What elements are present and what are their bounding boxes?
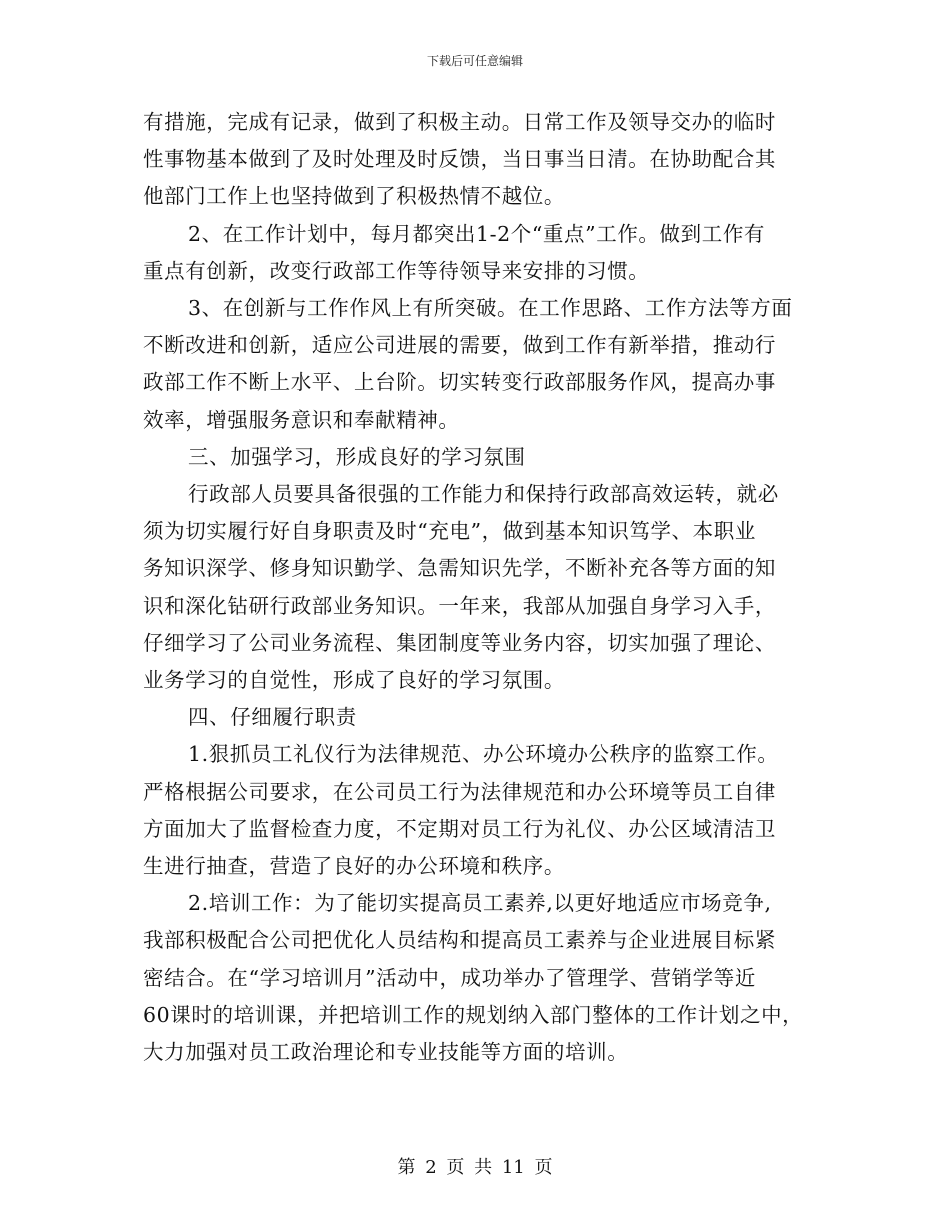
paragraph xyxy=(143,104,808,216)
text-line: 3、在创新与工作作风上有所突破。在工作思路、工作方法等方面 xyxy=(188,296,793,321)
text-line: 三、加强学习，形成良好的学习氛围 xyxy=(188,444,526,469)
text-line: 四、仔细履行职责 xyxy=(188,705,357,730)
paragraph xyxy=(143,885,808,1071)
text-line: 2.培训工作：为了能切实提高员工素养,以更好地适应市场竞争, xyxy=(188,891,772,916)
text-line: 大力加强对员工政治理论和专业技能等方面的培训。 xyxy=(143,1040,629,1065)
text-line: 有措施，完成有记录，做到了积极主动。日常工作及领导交办的临时 xyxy=(143,110,776,134)
section-heading xyxy=(143,699,808,736)
paragraph xyxy=(143,476,808,699)
section-heading xyxy=(143,439,808,476)
text-line: 重点有创新，改变行政部工作等待领导来安排的习惯。 xyxy=(143,258,650,283)
text-line: 方面加大了监督检查力度，不定期对员工行为礼仪、办公区域清洁卫 xyxy=(143,816,776,841)
text-line: 性事物基本做到了及时处理及时反馈，当日事当日清。在协助配合其 xyxy=(143,147,776,172)
page-number-footer: 第 2 页 共 11 页 xyxy=(397,1157,553,1178)
text-line: 业务学习的自觉性，形成了良好的学习氛围。 xyxy=(143,668,565,693)
paragraph xyxy=(143,736,808,885)
text-line: 不断改进和创新，适应公司进展的需要，做到工作有新举措，推动行 xyxy=(143,333,776,358)
text-line: 1.狠抓员工礼仪行为法律规范、办公环境办公秩序的监察工作。 xyxy=(188,742,779,767)
text-line: 密结合。在“学习培训月”活动中，成功举办了管理学、营销学等近 xyxy=(143,965,756,990)
text-line: 行政部人员要具备很强的工作能力和保持行政部高效运转，就必 xyxy=(188,482,779,507)
text-line: 须为切实履行好自身职责及时“充电”，做到基本知识笃学、本职业 xyxy=(143,519,756,544)
text-line: 务知识深学、修身知识勤学、急需知识先学，不断补充各等方面的知 xyxy=(143,556,776,581)
text-line: 生进行抽查，营造了良好的办公环境和秩序。 xyxy=(143,854,565,879)
page-header: 下载后可任意编辑 xyxy=(426,54,523,68)
text-line: 60课时的培训课，并把培训工作的规划纳入部门整体的工作计划之中， xyxy=(143,1002,804,1027)
text-line: 效率，增强服务意识和奉献精神。 xyxy=(143,407,460,432)
paragraph xyxy=(143,216,808,290)
text-line: 我部积极配合公司把优化人员结构和提高员工素养与企业进展目标紧 xyxy=(143,928,776,953)
text-line: 2、在工作计划中，每月都突出1-2个“重点”工作。做到工作有 xyxy=(188,221,766,246)
text-line: 严格根据公司要求，在公司员工行为法律规范和办公环境等员工自律 xyxy=(143,779,776,804)
paragraph xyxy=(143,290,808,439)
document-body xyxy=(143,104,808,1071)
text-line: 仔细学习了公司业务流程、集团制度等业务内容，切实加强了理论、 xyxy=(143,630,776,655)
text-line: 识和深化钻研行政部业务知识。一年来，我部从加强自身学习入手， xyxy=(143,593,776,618)
text-line: 他部门工作上也坚持做到了积极热情不越位。 xyxy=(143,184,565,209)
text-line: 政部工作不断上水平、上台阶。切实转变行政部服务作风，提高办事 xyxy=(143,370,776,395)
